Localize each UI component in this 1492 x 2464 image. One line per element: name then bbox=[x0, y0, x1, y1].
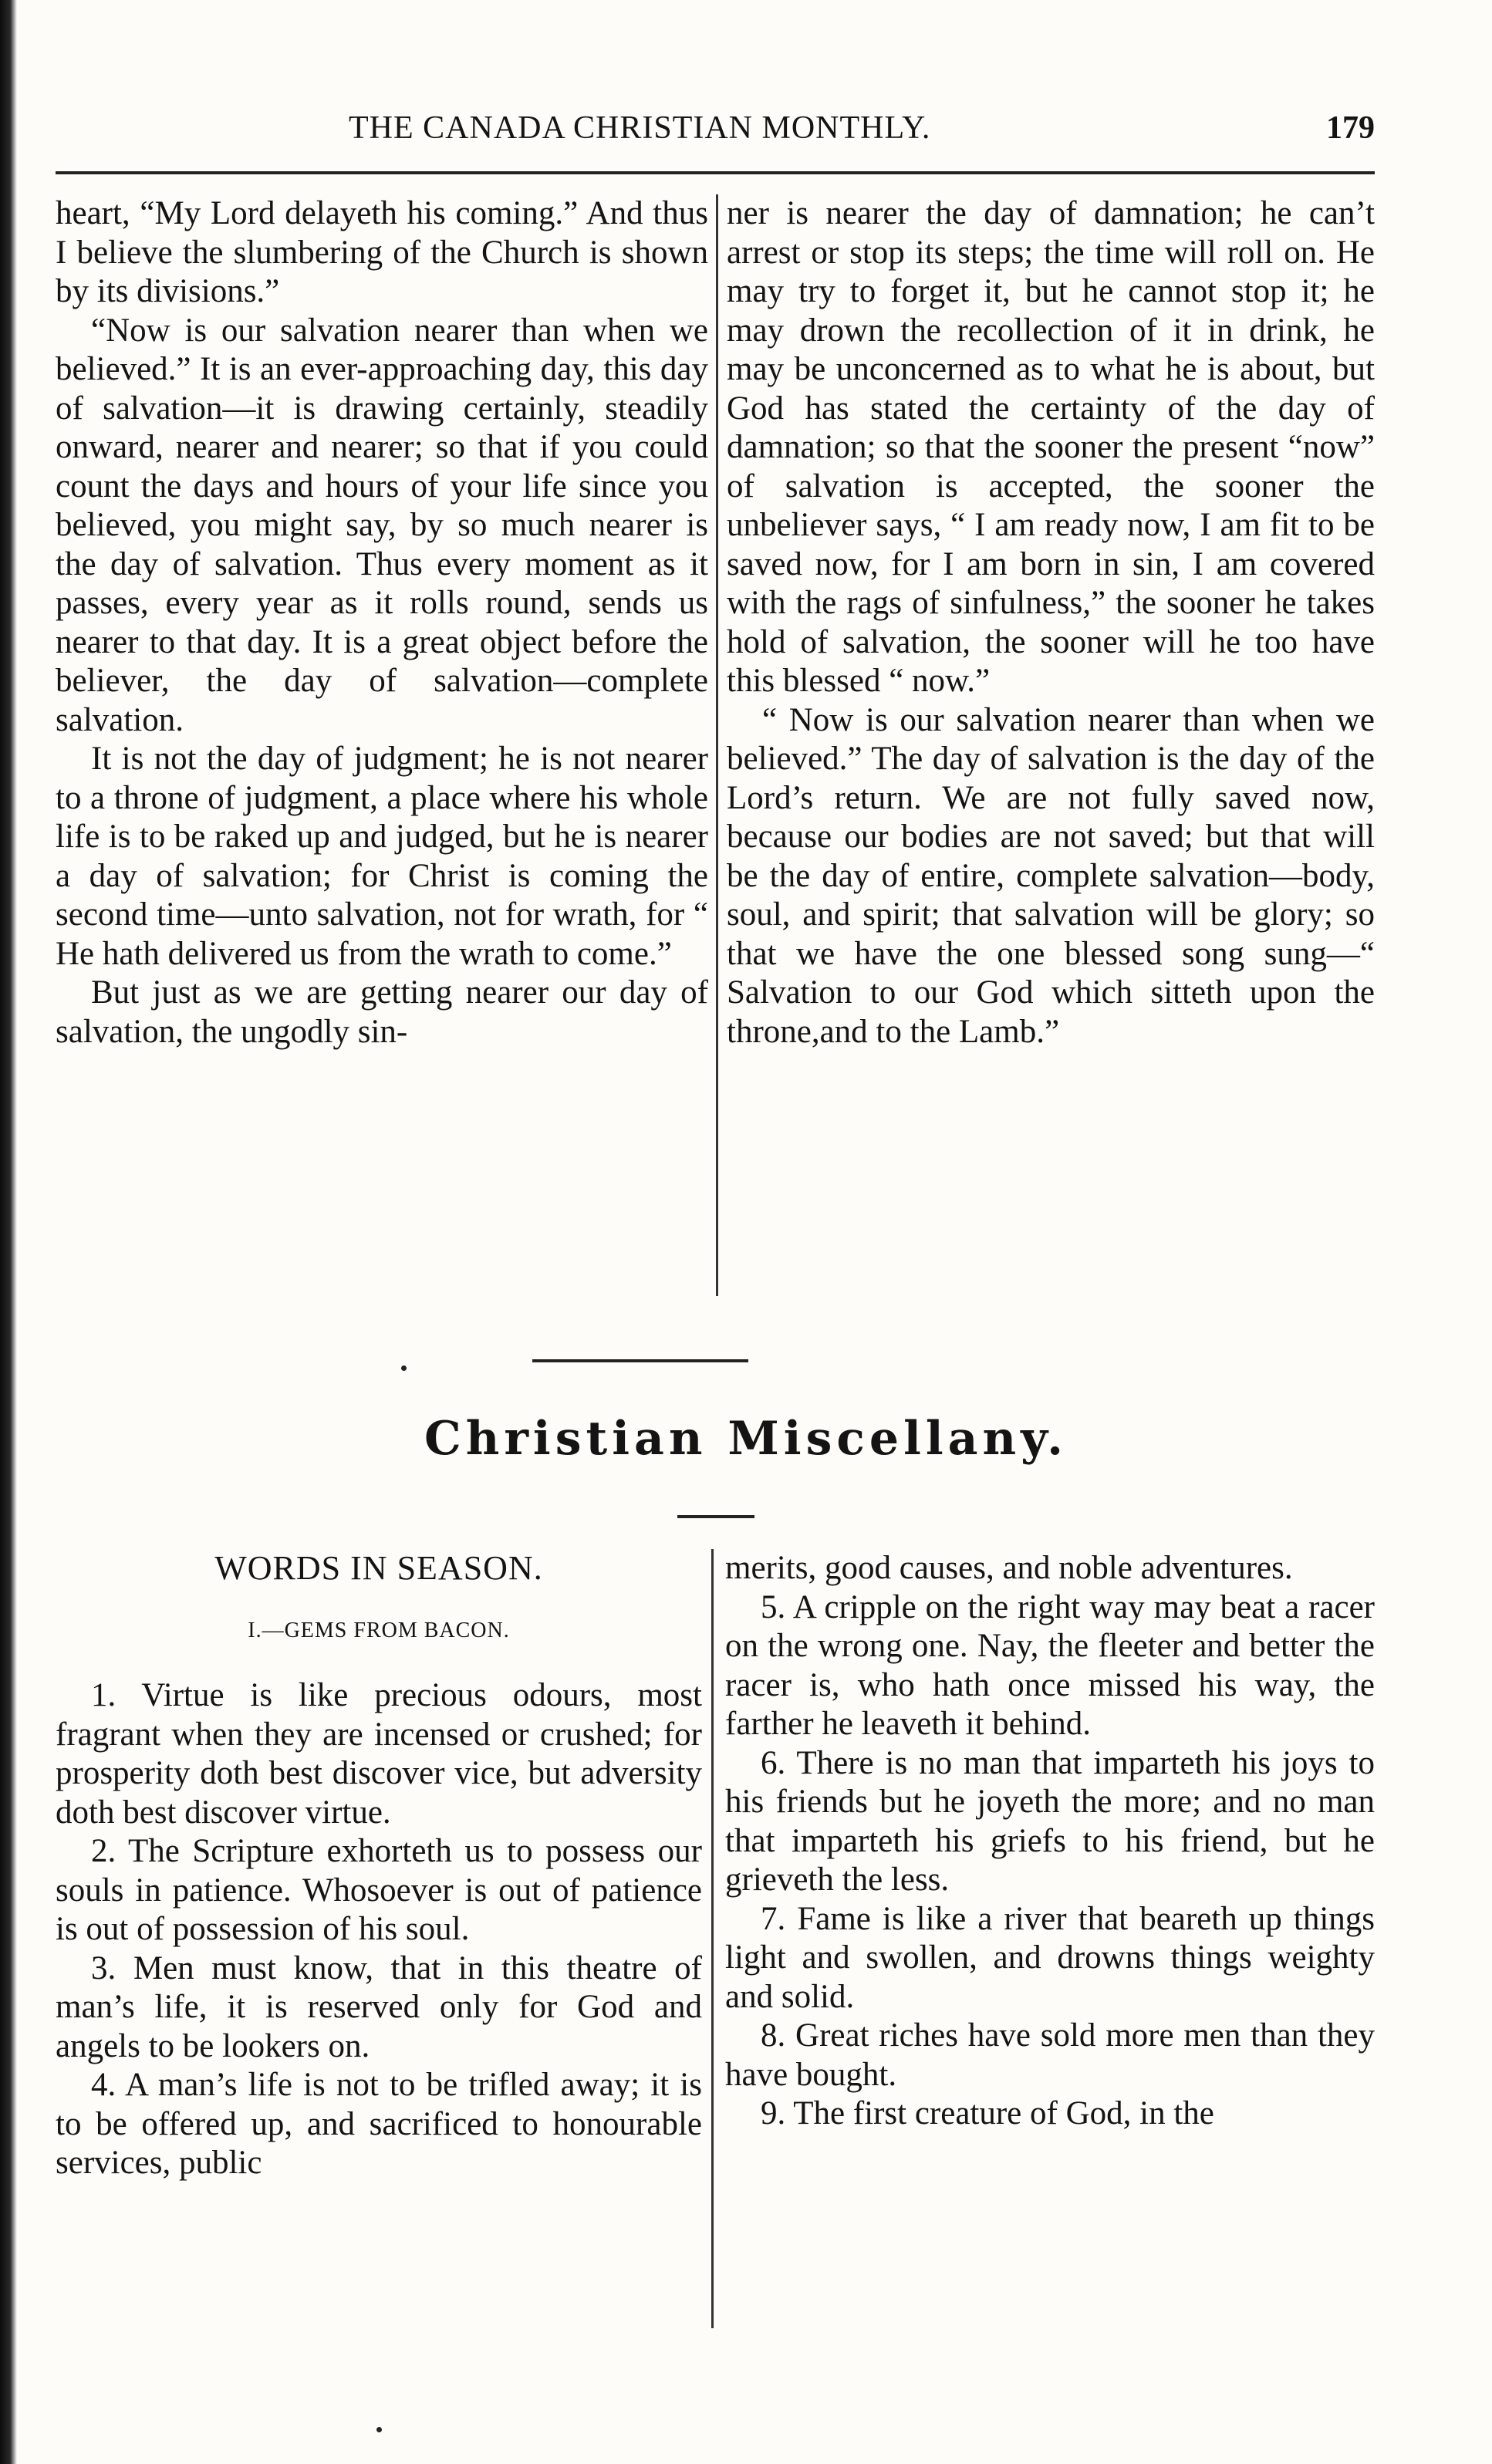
numbered-item: 3. Men must know, that in this theatre of man’s life, it is reserved only for God and angels to be lookers on. bbox=[56, 1949, 702, 2064]
ink-speck bbox=[376, 2427, 382, 2432]
numbered-item: 4. A man’s life is not to be trifled away; it is to be offered up, and sacrificed to honourable services, public bbox=[56, 2067, 702, 2181]
paragraph: “Now is our salvation nearer than when we believed.” It is an ever-approaching day, this day of salvation—it is drawing certainly, steadily onward, nearer and nearer; so that if you could count the days and hours of your life since you believed, you might say, by so much nearer is the day of salvation. Thus every moment as it passes, every year as it rolls round, sends us nearer to that day. It is a great object before the believer, the day of salvation—complete salvation. bbox=[56, 312, 708, 738]
article-heading: WORDS IN SEASON. bbox=[214, 1549, 543, 1587]
page-number: 179 bbox=[1326, 110, 1375, 146]
paragraph: “ Now is our salvation nearer than when we believed.” The day of salvation is the day of the Lord’s return. We are not fully saved now, because our bodies are not saved; but that will be the day of entire, complete salvation—body, soul, and spirit; that salvation will be glory; so that we have the one blessed song sung—“ Salvation to our God which sitteth upon the throne,and to the Lamb.” bbox=[727, 701, 1375, 1050]
scan-edge bbox=[0, 0, 17, 2464]
running-header bbox=[56, 110, 1375, 164]
paragraph: But just as we are getting nearer our day of salvation, the ungodly sin- bbox=[56, 974, 708, 1050]
bottom-left-column bbox=[56, 1549, 702, 2183]
numbered-item: 5. A cripple on the right way may beat a racer on the wrong one. Nay, the fleeter and better the racer is, who hath once missed his way, the farther he leaveth it behind. bbox=[725, 1588, 1375, 1742]
paragraph: heart, “My Lord delayeth his coming.” And thus I believe the slumbering of the Church is shown by its divisions.” bbox=[56, 195, 708, 309]
column-divider bbox=[716, 194, 718, 1296]
numbered-item: 2. The Scripture exhorteth us to possess our souls in patience. Whosoever is out of patience is out of possession of his soul. bbox=[56, 1833, 702, 1947]
title-rule bbox=[677, 1515, 754, 1518]
section-separator-rule bbox=[532, 1359, 748, 1362]
bottom-right-column bbox=[725, 1549, 1375, 2134]
numbered-item: 9. The first creature of God, in the bbox=[761, 2095, 1214, 2132]
column-divider bbox=[711, 1549, 714, 2328]
section-title: Christian Miscellany. bbox=[424, 1412, 1068, 1466]
paragraph: ner is nearer the day of damnation; he can’t arrest or stop its steps; the time will roll on. He may try to forget it, but he cannot stop it; he may drown the recollection of it in drink, he may be unconcerned as to what he is about, but God has stated the certainty of the day of damnation; so that the sooner the present “now” of salvation is accepted, the sooner the unbeliever says, “ I am ready now, I am fit to be saved now, for I am born in sin, I am covered with the rags of sinfulness,” the sooner he takes hold of salvation, the sooner will he too have this blessed “ now.” bbox=[727, 195, 1375, 699]
numbered-item: 7. Fame is like a river that beareth up things light and swollen, and drowns things weighty and solid. bbox=[725, 1900, 1375, 2015]
header-rule bbox=[56, 171, 1375, 174]
numbered-item: 1. Virtue is like precious odours, most fragrant when they are incensed or crushed; for prosperity doth best discover vice, but adversity doth best discover virtue. bbox=[56, 1677, 702, 1831]
ink-speck bbox=[401, 1365, 407, 1371]
journal-title: THE CANADA CHRISTIAN MONTHLY. bbox=[349, 110, 931, 146]
numbered-item: 6. There is no man that imparteth his joys to his friends but he joyeth the more; and no man that imparteth his griefs to his friend, but he grieveth the less. bbox=[725, 1744, 1375, 1898]
article-subheading: I.—GEMS FROM BACON. bbox=[248, 1618, 510, 1642]
top-left-column bbox=[56, 194, 708, 1051]
numbered-item: 8. Great riches have sold more men than they have bought. bbox=[725, 2017, 1375, 2093]
top-right-column bbox=[727, 194, 1375, 1051]
numbered-item: merits, good causes, and noble adventures. bbox=[725, 1550, 1293, 1586]
paragraph: It is not the day of judgment; he is not nearer to a throne of judgment, a place where his whole life is to be raked up and judged, but he is nearer a day of salvation; for Christ is coming the second time—unto salvation, not for wrath, for “ He hath delivered us from the wrath to come.” bbox=[56, 741, 708, 972]
